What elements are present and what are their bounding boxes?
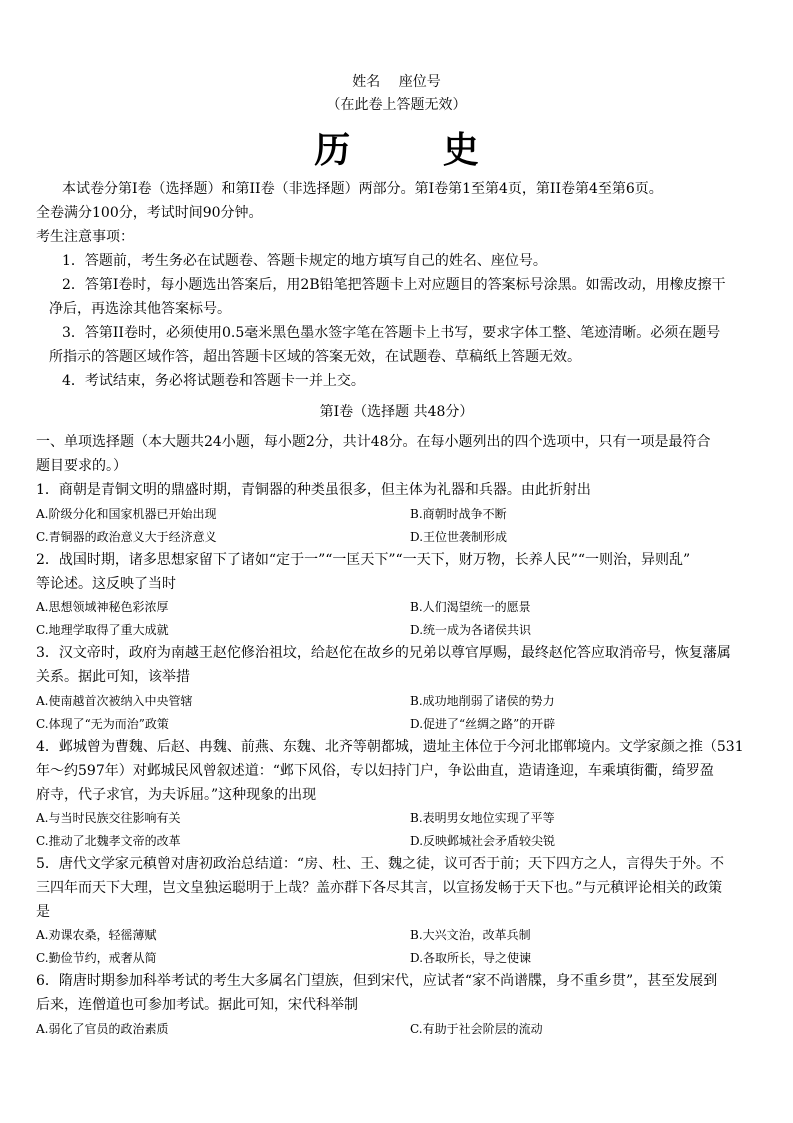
notice-item-3: 3．答第II卷时，必须使用0.5毫米黑色墨水签字笔在答题卡上书写，要求字体工整、笔迹清晰。必须在题号 (62, 325, 721, 341)
q6-option-a: A.弱化了官员的政治素质 (36, 1022, 169, 1036)
notice-item-3-cont: 所指示的答题区域作答，超出答题卡区域的答案无效，在试题卷、草稿纸上答题无效。 (49, 349, 581, 365)
section-instruction-cont: 题目要求的。） (36, 458, 127, 474)
q2-option-d: D.统一成为各诸侯共识 (410, 623, 532, 637)
question-1-stem: 1．商朝是青铜文明的鼎盛时期，青铜器的种类虽很多，但主体为礼器和兵器。由此折射出 (36, 482, 591, 498)
question-4-stem-cont-1: 年～约597年）对邺城民风曾叙述道：“邺下风俗，专以妇持门户，争讼曲直，造请逢迎，车乘填街衢，绮罗盈 (36, 763, 714, 779)
q3-option-c: C.体现了“无为而治”政策 (36, 717, 169, 731)
question-4-stem: 4．邺城曾为曹魏、后赵、冉魏、前燕、东魏、北齐等朝都城，遗址主体位于今河北邯郸境内。文学家颜之推（531 (36, 739, 744, 755)
invalid-note: （在此卷上答题无效） (326, 97, 467, 113)
q1-option-d: D.王位世袭制形成 (410, 530, 508, 544)
q1-option-b: B.商朝时战争不断 (410, 507, 507, 521)
section-title: 第Ⅰ卷（选择题 共48分） (319, 404, 474, 420)
section-instruction: 一、单项选择题（本大题共24小题，每小题2分，共计48分。在每小题列出的四个选项中，只有一项是最符合 (36, 434, 711, 450)
q2-option-a: A.思想领域神秘色彩浓厚 (36, 600, 169, 614)
q2-option-b: B.人们渴望统一的愿景 (410, 600, 531, 614)
question-3-stem: 3．汉文帝时，政府为南越王赵佗修治祖坟，给赵佗在故乡的兄弟以尊官厚赐，最终赵佗答应取消帝号，恢复藩属 (36, 645, 731, 661)
question-5-stem: 5．唐代文学家元稹曾对唐初政治总结道：“房、杜、王、魏之徒，议可否于前；天下四方之人，言得失于外。不 (36, 856, 725, 872)
page-title: 历 史 (314, 129, 519, 171)
question-2-stem-cont: 等论述。这反映了当时 (36, 576, 176, 592)
q1-option-a: A.阶级分化和国家机器已开始出现 (36, 507, 217, 521)
q4-option-d: D.反映邺城社会矛盾较尖锐 (410, 834, 556, 848)
q4-option-c: C.推动了北魏孝文帝的改革 (36, 834, 181, 848)
intro-line-1: 本试卷分第Ⅰ卷（选择题）和第II卷（非选择题）两部分。第Ⅰ卷第1至第4页，第II卷第4至第6页。 (62, 181, 663, 197)
question-6-stem-cont: 后来，连僧道也可参加考试。据此可知，宋代科举制 (36, 997, 358, 1013)
q4-option-a: A.与当时民族交往影响有关 (36, 811, 181, 825)
q5-option-a: A.劝课农桑，轻徭薄赋 (36, 928, 157, 942)
question-3-stem-cont: 关系。据此可知，该举措 (36, 669, 190, 685)
q1-option-c: C.青铜器的政治意义大于经济意义 (36, 530, 217, 544)
q3-option-a: A.使南越首次被纳入中央管辖 (36, 694, 193, 708)
q5-option-b: B.大兴文治，改革兵制 (410, 928, 531, 942)
q6-option-c: C.有助于社会阶层的流动 (410, 1022, 543, 1036)
intro-line-2: 全卷满分100分，考试时间90分钟。 (36, 205, 263, 221)
notice-item-2-cont: 净后，再选涂其他答案标号。 (49, 301, 231, 317)
question-4-stem-cont-2: 府寺，代子求官，为夫诉屈。”这种现象的出现 (36, 787, 317, 803)
question-5-stem-cont-2: 是 (36, 904, 50, 920)
notice-item-4: 4．考试结束，务必将试题卷和答题卡一并上交。 (62, 373, 365, 389)
name-seat-line: 姓名 座位号 (352, 74, 441, 90)
notice-item-1: 1．答题前，考生务必在试题卷、答题卡规定的地方填写自己的姓名、座位号。 (62, 253, 547, 269)
q5-option-d: D.各取所长，导之使谏 (410, 951, 532, 965)
notice-heading: 考生注意事项： (36, 229, 134, 245)
question-2-stem: 2．战国时期，诸多思想家留下了诸如“定于一”“一匡天下”“一天下，财万物，长养人民”“一则治，异则乱” (36, 552, 691, 568)
q4-option-b: B.表明男女地位实现了平等 (410, 811, 555, 825)
q3-option-d: D.促进了“丝绸之路”的开辟 (410, 717, 556, 731)
q2-option-c: C.地理学取得了重大成就 (36, 623, 169, 637)
q3-option-b: B.成功地削弱了诸侯的势力 (410, 694, 555, 708)
q5-option-c: C.勤俭节约，戒奢从简 (36, 951, 157, 965)
question-6-stem: 6．隋唐时期参加科举考试的考生大多属名门望族，但到宋代，应试者“家不尚谱牒，身不重乡贯”，甚至发展到 (36, 973, 718, 989)
question-5-stem-cont-1: 三四年而天下大理，岂文皇独运聪明于上哉？盖亦群下各尽其言，以宣扬发畅于天下也。”与元稹评论相关的政策 (36, 880, 723, 896)
notice-item-2: 2．答第Ⅰ卷时，每小题选出答案后，用2B铅笔把答题卡上对应题目的答案标号涂黑。如需改动，用橡皮擦干 (62, 277, 726, 293)
